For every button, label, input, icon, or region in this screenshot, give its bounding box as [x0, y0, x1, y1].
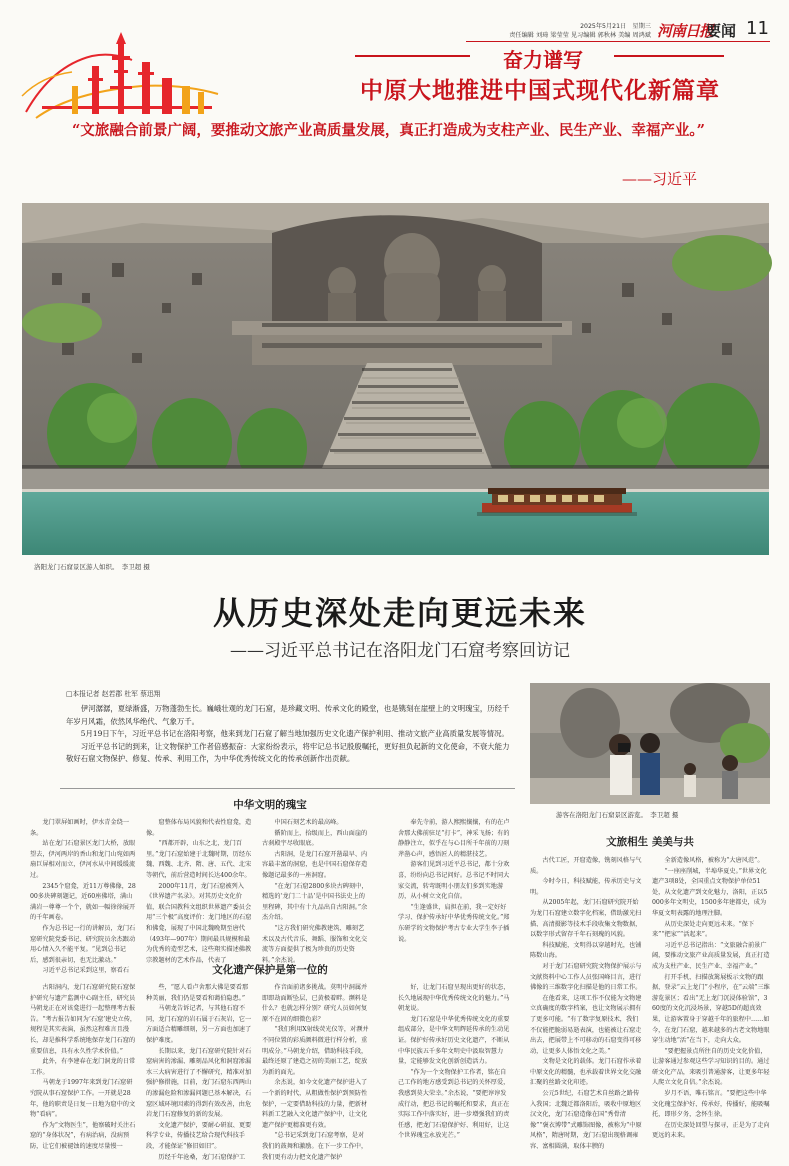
article-subtitle: ——习近平总书记在洛阳龙门石窟考察回访记	[230, 641, 570, 661]
article-lead	[66, 703, 510, 766]
paragraph: 中国石刻艺术的最高峰。	[274, 819, 343, 826]
tourists-photo	[530, 683, 770, 804]
paragraph: 岁月不语，唯石铭言。“要把这些中华文化瑰宝保护好、传承好，传播好，能吸嘱托，即形夕务，念怀生徐。	[652, 1090, 770, 1119]
paragraph: 作为“文物医生”，他察破时关注石窟的“身体状况”，有病治病，没病预防，让它们被褪蚀的速度尽量慢一	[30, 1121, 136, 1150]
paragraph: 好，让龙门石窟呈现出更好的状态，长久地展现中华优秀传统文化的魅力。”马朝龙说。	[398, 984, 510, 1013]
paragraph: 些，“愿人看卢舍那大佛是要看那种美丽，我们仍是要看和蔼伯隐患。”	[146, 984, 249, 1002]
paragraph: 古阳洞，是龙门石窟开凿最早、内容最丰富的洞窟，也是中国石窟保存造像题记最多的一座洞窟。	[262, 850, 368, 879]
lead-paragraph: 习近平总书记的到来，让文物保护工作者倍感振奋：大家纷纷表示，将牢记总书记殷殷嘱托，更好担负起新的文化使命，不衰大能力敬好石窟文物保护、修复、传承、利用工作，为中华优秀传统文化的传承创新作出贡献。	[66, 741, 510, 763]
paragraph: 文化遗产保护，要耐心研寂、更要科学专业，传播技艺给合现代科技手段，才能保证“修旧如旧”。	[146, 1121, 252, 1150]
quote-author: ——习近平	[622, 170, 698, 188]
paragraph: 今时今日，科技赋能，传承历史与文明。	[530, 878, 642, 896]
paragraph: 作音面前诸多挑战。莫明中洞属并即即劫面断坠层，已黄极着畔。濒料是什么？也就怎样分别？研究人员如何复原不在固的细微色彩？	[262, 984, 368, 1023]
leader-quote: “文旅融合前景广阔，要推动文旅产业高质量发展，真正打造成为支柱产业、民生产业、幸福产业。”	[72, 122, 705, 139]
section-heading-1: 中华文明的瑰宝	[233, 799, 307, 811]
paragraph: 全新造像风格，被称为“大唐风范”。	[664, 857, 764, 864]
paragraph: 2000年11月，龙门石窟被列入《世界遗产名录》。对其历史文化价值，联合国教科文组织世界遗产委员会用“三个极”高度评价：龙门地区的石窟和佛龛，展现了中国北魏晚期至唐代（493年—907年）期间最具规模和最为优秀的造型艺术，这些翔实描述佛教宗教题材的艺术作品，代表了	[146, 882, 252, 964]
paragraph: 游客们见到习近平总书记，都十分欢喜，纷纷向总书记问好。总书记不时同大家交流，转弯既明小朋友们多到实地游历，从小树立文化自信。	[398, 861, 510, 901]
paragraph: 对于龙门石窟研究院文物保护展示与文献资料中心工作人员张国峰目言，进行佛像的三维数字化扫描是他的日常工作。	[530, 962, 642, 992]
column-1c	[262, 818, 370, 964]
paragraph: 从历史深处走向更远未来。“保下来”“把家”“活起来”。	[652, 920, 755, 939]
header-meta	[493, 22, 651, 40]
paragraph: “西都开辟，山东之北，龙门百里。”龙门石窟始建于北魏时期，历经东魏、西魏、北齐、隋、唐、五代、北宋等朝代，前后营造时间长达400余年。	[146, 840, 252, 879]
paragraph: 作为总书记一行的讲解员，龙门石窟研究院党委书记、研究院员余杰跟动用心情入久不能平复。“见到总书记后，感到很亲切，也无比激动。”	[30, 924, 136, 964]
paragraph: “要把握景点所往自的历史文化价值，让游客通过参观这些学习知识的目的。通过研文化产品，来吸引普通游客，让更多年轻人爬立文化自信。”余杰说。	[652, 1047, 770, 1087]
paragraph: 站在龙门石窟景区龙门大桥，放眼望去，伊河两岸的香山和龙门山宛如两扇巨屏相对而立，伊河水从中间缓缓流过。	[30, 840, 136, 879]
article-title: 从历史深处走向更远未来	[212, 594, 587, 632]
paragraph: “总书记采到龙门石窟考察，是对我们的鼓舞和激励。在下一步工作中，我们更有动力把文化遗产保护	[262, 1132, 368, 1161]
paragraph: 文物是文化的载体。龙门石窟作承着中原文化的精髓，也承载着世界文化交融汇聚的丝路文化印迹。	[530, 1058, 642, 1087]
paragraph: 2345个窟龛，近11万尊佛像，2800多块碑刻题记，近60座佛塔，满山满岩一尊尊一个个，就如一幅徐徐展开的千年画卷。	[30, 882, 136, 922]
section-name: 要闻	[706, 22, 737, 40]
column-1a	[30, 818, 138, 975]
paragraph: 龙门石窟是中华优秀传统文化的重要组成部分，是中华文明辉延传承的生动见证。保护好传承好历史文化遗产，不断从中华民族五千多年文明史中汲取智慧力量，定能够发文化创新创造活力。	[398, 1015, 510, 1066]
column-1d	[398, 818, 510, 950]
paragraph: 龙门翠屏如画时，伊水青金绕一条。	[30, 819, 130, 837]
paragraph: 此外，有李建春在龙门洞龙的日常工作。	[30, 1058, 136, 1076]
paragraph: 从2005年起，龙门石窟研究院开始为龙门石窟建立数字化档案，借助激光扫描、高清摄影等技术手段收集文物数据，以数字形式留存千年石刻瑰的风貌。	[530, 899, 642, 939]
banner-rule-right	[614, 55, 724, 57]
paragraph: 窟整体布局风貌和代表性窟龛，造像。	[146, 819, 252, 837]
header-editors: 责任编辑 刘琦 梁莹莹 见习编辑 郭秋林 美编 周鸿斌	[509, 32, 651, 39]
paragraph: 打开手机，扫描放篱展板示文物的跟据，登录“云上龙门”小程序，在“云端”三维游览景区；看出“无上龙门沉浸体验馆”，360度的文化沉浸场景，穿越5D的超真效果，让游客置身于穿越千年的旅程中……如今，在龙门石窟，越来越多的古老文物地眼穿生动地“活”在当下，走向大众。	[652, 973, 770, 1045]
paragraph: 古阳洞内，龙门石窟研究院石窟保护研究与遗产监测中心副主任，研究员马朝龙正在对该龛进行一起整理考古报告。“考古报告如同为‘石窟’建史立传，规程是其实表演，虽然这程难言且漫长，却是推科学系统地保存龙门石窟的重要信息，具有永久性学术价值。”	[30, 984, 137, 1055]
column-2a	[30, 983, 138, 1155]
photo-caption: 洛阳龙门石窟景区游人如织。 李卫超 摄	[34, 563, 150, 571]
page-number: 11	[746, 18, 769, 39]
column-2b	[146, 983, 254, 1161]
paragraph: 长期以来，龙门石窟研究院针对石窟病害的渗漏、雕刻品风化和洞窟渗漏水三大病害进行了不懈研究，精准对加强护修措施，目前，龙门石窟东西两山的渗漏危险和渗漏问题已基本解决，石窟区域环境因素的得到有效改善，由危岩龙门石窟修复的新的发展。	[146, 1047, 252, 1119]
paragraph: 公元5世纪，石窟艺术自丝路之路传入我国；北魏迁都洛阳后，吸收中原地区汉文化，龙门石窟造像在国“秀骨清像”“褒衣博带”式雕饰图像，被称为“中原风格”，隋唐时期，龙门石窟出现格调雍容、富相圆满，取体丰腴的	[530, 1090, 642, 1151]
paragraph: 在历史深处回望与探寻，正是为了走向更远的未来。	[652, 1121, 770, 1140]
banner-rule-left	[355, 55, 470, 57]
section-heading-2: 文化遗产保护是第一位的	[212, 964, 328, 976]
header-rule	[466, 41, 770, 42]
paragraph: “我们利用X射线荧光仪等，对濒并不同位置的彩质颜料微进行样分析，重明成分。”马朝龙介绍，借助科技手段，最终还原了建造之初的美丽工艺，绽放为新的面光。	[262, 1026, 369, 1076]
paragraph: 古代工匠，开窟造像，镌刻风格与气质。	[530, 857, 642, 875]
header-date: 2025年5月21日 星期三	[580, 23, 651, 30]
reporter-byline: □本报记者 赵若郡 杜军 蔡迅翔	[66, 690, 161, 698]
column-2c	[262, 983, 370, 1161]
paragraph: 奉先寺前，游人熙熙攘攘，有的在卢舍那大佛前驻足“打卡”，神采飞扬；有的静静注立，似乎在与心目所千年前的刀刻斧凿心声，感悟匠人的精湛技艺。	[398, 819, 510, 858]
banner-title: 中原大地推进中国式现代化新篇章	[360, 78, 720, 104]
lead-paragraph: 伊河潺潺，夏绿渐盛，万物蓬勃生长。巍峨壮观的龙门石窟，是珍藏文明、传承文化的殿堂，也是镌刻在崖壁上的文明瑰宝，历经千年岁月风霜，依然风华绝代、气象万千。	[66, 704, 510, 726]
lead-divider	[60, 788, 515, 789]
longmen-grottoes-photo	[22, 203, 769, 555]
paragraph: “一座座削城，半埠华夏史。”世界文化遗产3项8处，全国重点文物保护单位51处，从文化遗产到文化魅力，洛阳，正以5000多年文明史，1500多年建都史，成为华夏文明表露的地理注脚。	[652, 867, 768, 917]
column-3b	[652, 856, 770, 1156]
column-3a	[530, 856, 642, 1156]
paragraph: 在他看来，这项工作不仅能为文物建立真确度的数字档案，也让文物展示拥有了更多可能。“有了数字复原技术，我们不仅能把脆弱易逝表演，也能被让石窟走出去，把展带上不可移动的石窟变得可移动，让更多人体悟文化之美。”	[530, 994, 642, 1055]
paragraph: “生逢盛世，肩担在前，我一定好好学习、保护传承好中华优秀传统文化。”郑东研学的文物保护考古专业大学生李子插说。	[398, 903, 510, 943]
column-1b	[146, 818, 254, 964]
banner-subtitle: 奋力谱写	[503, 48, 583, 72]
paragraph: “作为一个文物保护工作者，铭在自己工作的地方感受到总书记的关怀厚爱，我感到莫大荣幸。”余杰说，“要把谆谆发成行动，把总书记的嘱托和要求，真正在实际工作中落实好，进一步增强我们的责任感，把龙门石窟保护好、利用好，让这个世界瑰宝永放光芒。”	[398, 1068, 510, 1140]
section-heading-3: 文旅相生 美美与共	[606, 836, 694, 848]
lead-paragraph: 5月19日下午，习近平总书记在洛阳考察，他来到龙门石窟了解当地加强历史文化遗产保护利用、推动文旅产业高质量发展等情况。	[80, 729, 509, 738]
paragraph: 循阶而上，拾级而上，西山面崖的古刹殿宇尽收眼底。	[262, 829, 368, 848]
paragraph: 历经千年沧桑，龙门石窟保护工	[158, 1153, 246, 1161]
paragraph: 科技赋能，文明得以穿越时光，也铺陈数山海。	[530, 941, 642, 960]
column-2d	[398, 983, 510, 1155]
paragraph: 马朝龙告诉记者，与其他石窟不同，龙门石窟的岩石属于石灰岩，它一方面适合精雕细刻，另一方面也加速了保护难度。	[146, 1005, 252, 1044]
header-logo-illustration	[22, 26, 222, 124]
paragraph: 余杰说，如今文化遗产保护进入了一个新的时代，从粗做性保护到预防性保护，一定要借助科技的力量，把新材料新工艺融入文化遗产保护中，让文化遗产保护更精准更有效。	[262, 1079, 368, 1129]
paragraph: 习近平总书记指出：“文旅融合前景广阔，要推动文旅产业高质量发展，真正打造成为支柱产业、民生产业、幸福产业。”	[652, 941, 770, 970]
paragraph: “在龙门石窟2800多块古碑刻中，精选的‘龙门二十品’是中国书法史上的里程碑，其中有十九品出自古阳洞。”余杰介绍。	[262, 882, 368, 922]
paragraph: 马朝龙于1997年来到龙门石窟研究院从事石窟保护工作。一开就是28年，他的职责是日复一日地为窟中的文物“看病”。	[30, 1079, 136, 1119]
paragraph: 习近平总书记采到这里，察看石	[42, 967, 130, 975]
photo2-caption: 游客在洛阳龙门石窟景区游览。 李卫超 摄	[556, 811, 679, 819]
paper-name: 河南日报	[657, 22, 714, 40]
paragraph: “这方我们研究佛教建筑、雕刻艺术以及古代音乐、舞蹈、服饰和文化交流等方面提供了极为珍贵的历史资料。”余杰说。	[262, 924, 368, 964]
